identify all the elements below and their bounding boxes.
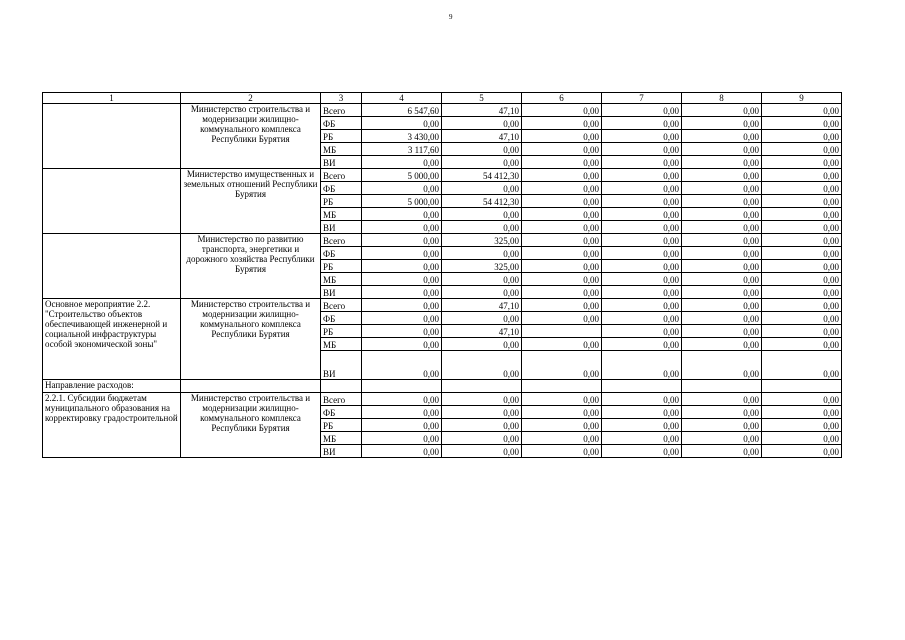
amount-cell: 0,00 [522, 117, 602, 130]
amount-cell: 0,00 [522, 338, 602, 351]
table-body [43, 93, 842, 458]
funding-source: МБ [321, 143, 362, 156]
amount-cell: 0,00 [522, 195, 602, 208]
amount-cell: 0,00 [602, 299, 682, 312]
amount-cell: 0,00 [522, 247, 602, 260]
funding-source: РБ [321, 260, 362, 273]
amount-cell: 0,00 [602, 182, 682, 195]
amount-cell: 0,00 [682, 117, 762, 130]
amount-cell: 0,00 [442, 445, 522, 458]
empty-cell [602, 380, 682, 393]
amount-cell: 0,00 [442, 247, 522, 260]
amount-cell: 0,00 [682, 182, 762, 195]
amount-cell: 0,00 [762, 104, 842, 117]
amount-cell: 0,00 [362, 445, 442, 458]
amount-cell: 0,00 [602, 156, 682, 169]
empty-cell [362, 380, 442, 393]
amount-cell: 0,00 [602, 195, 682, 208]
amount-cell: 0,00 [522, 260, 602, 273]
amount-cell: 0,00 [682, 432, 762, 445]
amount-cell: 0,00 [602, 130, 682, 143]
amount-cell: 0,00 [362, 273, 442, 286]
amount-cell: 0,00 [682, 247, 762, 260]
amount-cell: 0,00 [362, 312, 442, 325]
amount-cell: 0,00 [442, 406, 522, 419]
activity-cell [43, 169, 181, 234]
table-row [43, 169, 842, 182]
amount-cell: 0,00 [362, 208, 442, 221]
amount-cell: 0,00 [362, 432, 442, 445]
amount-cell: 0,00 [522, 182, 602, 195]
amount-cell: 0,00 [682, 299, 762, 312]
amount-cell: 0,00 [762, 117, 842, 130]
column-number: 8 [682, 93, 762, 104]
funding-source: ВИ [321, 351, 362, 380]
amount-cell: 0,00 [362, 299, 442, 312]
amount-cell: 0,00 [762, 406, 842, 419]
amount-cell: 0,00 [682, 169, 762, 182]
amount-cell: 0,00 [442, 221, 522, 234]
amount-cell: 0,00 [442, 338, 522, 351]
funding-source: МБ [321, 208, 362, 221]
amount-cell: 0,00 [682, 325, 762, 338]
funding-source: ВИ [321, 286, 362, 299]
funding-source: РБ [321, 130, 362, 143]
amount-cell: 0,00 [602, 104, 682, 117]
amount-cell: 5 000,00 [362, 169, 442, 182]
amount-cell: 0,00 [602, 419, 682, 432]
amount-cell: 325,00 [442, 234, 522, 247]
funding-source: РБ [321, 195, 362, 208]
executor-cell: Министерство строительства и модернизации жилищно-коммунального комплекса Республики Бурятия [181, 104, 321, 169]
amount-cell: 0,00 [762, 221, 842, 234]
amount-cell: 325,00 [442, 260, 522, 273]
amount-cell: 0,00 [602, 221, 682, 234]
amount-cell: 0,00 [362, 260, 442, 273]
funding-source: Всего [321, 234, 362, 247]
funding-source: ФБ [321, 182, 362, 195]
amount-cell: 0,00 [442, 143, 522, 156]
amount-cell: 0,00 [442, 393, 522, 406]
amount-cell: 0,00 [682, 130, 762, 143]
amount-cell: 0,00 [682, 445, 762, 458]
amount-cell: 0,00 [762, 312, 842, 325]
amount-cell: 3 117,60 [362, 143, 442, 156]
amount-cell: 0,00 [602, 273, 682, 286]
amount-cell: 47,10 [442, 325, 522, 338]
column-number-row [43, 93, 842, 104]
funding-source: Всего [321, 393, 362, 406]
column-number: 7 [602, 93, 682, 104]
amount-cell: 0,00 [602, 260, 682, 273]
amount-cell: 0,00 [522, 156, 602, 169]
amount-cell: 0,00 [362, 156, 442, 169]
amount-cell: 0,00 [602, 406, 682, 419]
amount-cell: 0,00 [762, 338, 842, 351]
amount-cell: 47,10 [442, 130, 522, 143]
amount-cell: 0,00 [682, 406, 762, 419]
amount-cell: 0,00 [362, 338, 442, 351]
funding-source: ВИ [321, 221, 362, 234]
amount-cell: 0,00 [522, 104, 602, 117]
amount-cell: 0,00 [522, 208, 602, 221]
amount-cell: 5 000,00 [362, 195, 442, 208]
page-number: 9 [449, 13, 453, 21]
amount-cell: 0,00 [762, 234, 842, 247]
amount-cell: 0,00 [682, 208, 762, 221]
amount-cell: 0,00 [442, 419, 522, 432]
amount-cell: 0,00 [442, 182, 522, 195]
amount-cell: 0,00 [602, 247, 682, 260]
funding-source: ФБ [321, 117, 362, 130]
funding-source: Всего [321, 299, 362, 312]
amount-cell: 0,00 [362, 247, 442, 260]
amount-cell: 0,00 [362, 286, 442, 299]
amount-cell: 0,00 [522, 234, 602, 247]
funding-source: Всего [321, 169, 362, 182]
budget-table [42, 92, 842, 458]
amount-cell: 54 412,30 [442, 169, 522, 182]
amount-cell: 0,00 [682, 234, 762, 247]
amount-cell: 0,00 [522, 312, 602, 325]
amount-cell: 0,00 [762, 143, 842, 156]
amount-cell: 0,00 [602, 432, 682, 445]
activity-cell [43, 234, 181, 299]
amount-cell [522, 325, 602, 338]
amount-cell: 0,00 [602, 143, 682, 156]
table-row [43, 393, 842, 406]
amount-cell: 0,00 [762, 182, 842, 195]
funding-source: МБ [321, 273, 362, 286]
funding-source: МБ [321, 432, 362, 445]
amount-cell: 0,00 [362, 182, 442, 195]
amount-cell: 0,00 [522, 143, 602, 156]
amount-cell: 0,00 [682, 393, 762, 406]
amount-cell: 0,00 [682, 312, 762, 325]
amount-cell: 0,00 [682, 143, 762, 156]
amount-cell: 0,00 [762, 208, 842, 221]
amount-cell: 0,00 [522, 445, 602, 458]
amount-cell: 0,00 [602, 208, 682, 221]
amount-cell: 0,00 [682, 221, 762, 234]
executor-cell: Министерство имущественных и земельных отношений Республики Бурятия [181, 169, 321, 234]
amount-cell: 0,00 [442, 351, 522, 380]
funding-source: ВИ [321, 156, 362, 169]
executor-cell: Министерство строительства и модернизации жилищно-коммунального комплекса Республики Бурятия [181, 299, 321, 380]
amount-cell: 0,00 [762, 273, 842, 286]
executor-cell: Министерство строительства и модернизации жилищно-коммунального комплекса Республики Бурятия [181, 393, 321, 458]
amount-cell: 0,00 [522, 419, 602, 432]
amount-cell: 0,00 [682, 286, 762, 299]
empty-cell [321, 380, 362, 393]
amount-cell: 0,00 [762, 325, 842, 338]
amount-cell: 0,00 [522, 221, 602, 234]
funding-source: РБ [321, 419, 362, 432]
funding-source: Всего [321, 104, 362, 117]
amount-cell: 0,00 [522, 406, 602, 419]
table-row [43, 104, 842, 117]
amount-cell: 0,00 [762, 393, 842, 406]
amount-cell: 47,10 [442, 299, 522, 312]
amount-cell: 0,00 [762, 299, 842, 312]
amount-cell: 0,00 [602, 234, 682, 247]
amount-cell: 0,00 [442, 432, 522, 445]
table-row [43, 234, 842, 247]
amount-cell: 0,00 [602, 393, 682, 406]
amount-cell: 0,00 [762, 419, 842, 432]
amount-cell: 0,00 [602, 117, 682, 130]
amount-cell: 0,00 [602, 312, 682, 325]
amount-cell: 0,00 [762, 247, 842, 260]
funding-source: ФБ [321, 312, 362, 325]
amount-cell: 0,00 [602, 286, 682, 299]
funding-source: ФБ [321, 406, 362, 419]
activity-cell: Основное мероприятие 2.2. "Строительство объектов обеспечивающей инженерной и социальной инфраструктуры особой экономической зоны" [43, 299, 181, 380]
amount-cell: 0,00 [682, 338, 762, 351]
amount-cell: 0,00 [602, 351, 682, 380]
amount-cell: 0,00 [362, 351, 442, 380]
amount-cell: 0,00 [762, 130, 842, 143]
amount-cell: 0,00 [762, 195, 842, 208]
amount-cell: 0,00 [442, 117, 522, 130]
amount-cell: 0,00 [602, 169, 682, 182]
amount-cell: 0,00 [682, 195, 762, 208]
funding-source: ВИ [321, 445, 362, 458]
amount-cell: 0,00 [442, 273, 522, 286]
section-label: Направление расходов: [43, 380, 181, 393]
amount-cell: 0,00 [682, 273, 762, 286]
amount-cell: 0,00 [762, 286, 842, 299]
amount-cell: 3 430,00 [362, 130, 442, 143]
amount-cell: 0,00 [522, 432, 602, 445]
amount-cell: 0,00 [682, 260, 762, 273]
empty-cell [522, 380, 602, 393]
amount-cell: 0,00 [682, 156, 762, 169]
amount-cell: 0,00 [682, 351, 762, 380]
amount-cell: 0,00 [762, 169, 842, 182]
amount-cell: 0,00 [762, 432, 842, 445]
amount-cell: 0,00 [522, 393, 602, 406]
amount-cell: 0,00 [522, 299, 602, 312]
amount-cell: 0,00 [522, 351, 602, 380]
amount-cell: 0,00 [362, 419, 442, 432]
amount-cell: 0,00 [442, 156, 522, 169]
activity-cell: 2.2.1. Субсидии бюджетам муниципального образования на корректировку градостроительной [43, 393, 181, 458]
column-number: 6 [522, 93, 602, 104]
amount-cell: 0,00 [682, 104, 762, 117]
section-row [43, 380, 842, 393]
column-number: 3 [321, 93, 362, 104]
amount-cell: 0,00 [362, 117, 442, 130]
empty-cell [442, 380, 522, 393]
column-number: 2 [181, 93, 321, 104]
column-number: 9 [762, 93, 842, 104]
table-row [43, 299, 842, 312]
empty-cell [682, 380, 762, 393]
amount-cell: 0,00 [442, 286, 522, 299]
amount-cell: 0,00 [362, 234, 442, 247]
amount-cell: 0,00 [362, 221, 442, 234]
executor-cell: Министерство по развитию транспорта, энергетики и дорожного хозяйства Республики Бурятия [181, 234, 321, 299]
amount-cell: 0,00 [362, 406, 442, 419]
amount-cell: 0,00 [442, 312, 522, 325]
amount-cell: 0,00 [602, 445, 682, 458]
amount-cell: 0,00 [602, 325, 682, 338]
amount-cell: 0,00 [522, 286, 602, 299]
column-number: 5 [442, 93, 522, 104]
amount-cell: 0,00 [522, 169, 602, 182]
column-number: 4 [362, 93, 442, 104]
funding-source: ФБ [321, 247, 362, 260]
amount-cell: 54 412,30 [442, 195, 522, 208]
amount-cell: 0,00 [762, 445, 842, 458]
amount-cell: 0,00 [762, 260, 842, 273]
amount-cell: 0,00 [442, 208, 522, 221]
amount-cell: 0,00 [362, 325, 442, 338]
funding-source: МБ [321, 338, 362, 351]
amount-cell: 0,00 [682, 419, 762, 432]
empty-cell [762, 380, 842, 393]
amount-cell: 0,00 [522, 130, 602, 143]
amount-cell: 0,00 [602, 338, 682, 351]
amount-cell: 0,00 [522, 273, 602, 286]
amount-cell: 0,00 [362, 393, 442, 406]
funding-source: РБ [321, 325, 362, 338]
column-number: 1 [43, 93, 181, 104]
amount-cell: 0,00 [762, 156, 842, 169]
empty-cell [181, 380, 321, 393]
activity-cell [43, 104, 181, 169]
amount-cell: 0,00 [762, 351, 842, 380]
amount-cell: 47,10 [442, 104, 522, 117]
amount-cell: 6 547,60 [362, 104, 442, 117]
